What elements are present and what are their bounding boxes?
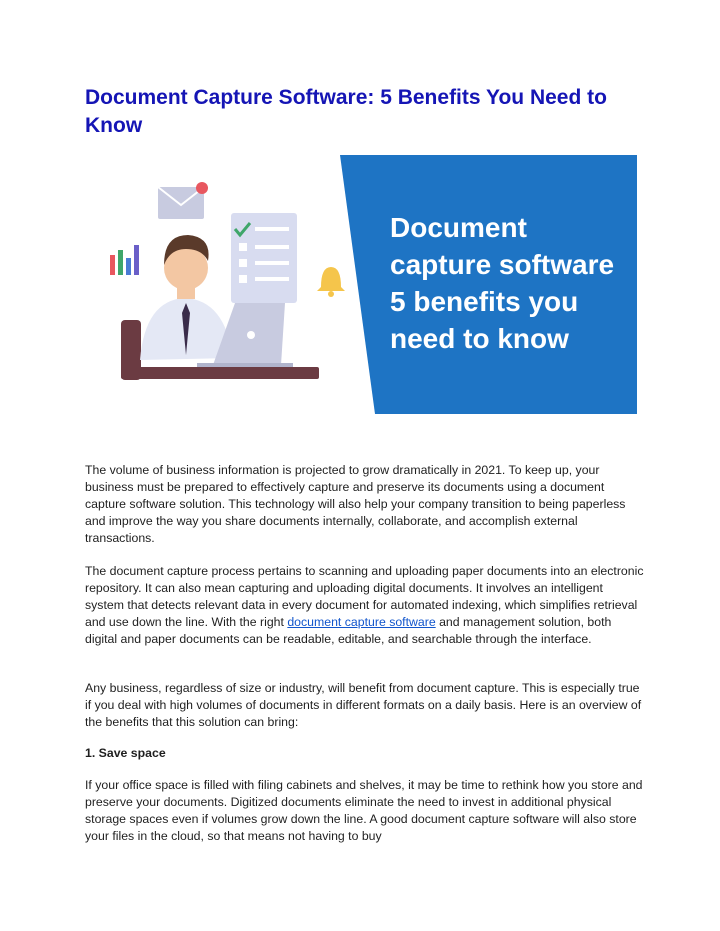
banner-line: Document xyxy=(390,212,527,243)
envelope-icon xyxy=(158,182,208,219)
bell-icon xyxy=(317,267,345,297)
document-title: Document Capture Software: 5 Benefits You Need to Know xyxy=(85,86,607,137)
bar-chart-icon xyxy=(110,245,139,275)
banner-text xyxy=(390,209,630,357)
checklist-icon xyxy=(231,213,297,303)
paragraph-text: The document capture process pertains to scanning and uploading paper documents into an electronic repository. It can also mean capturing and uploading digital documents. It involves an intelligent system that detects relevant data in every document for automated indexing, which simplifies retrieval and use down the line. With the right xyxy=(85,564,644,629)
paragraph-benefits-overview: Any business, regardless of size or industry, will benefit from document capture. This is especially true if you deal with high volumes of documents in different formats on a daily basis. Here is an overview of the benefits that this solution can bring: xyxy=(85,681,642,729)
section-heading-save-space: 1. Save space xyxy=(85,746,166,760)
banner-line: capture software xyxy=(390,249,615,280)
banner-line: 5 benefits you xyxy=(390,286,579,317)
desk-shape xyxy=(121,367,319,379)
paragraph-intro: The volume of business information is projected to grow dramatically in 2021. To keep up, your business must be prepared to effectively capture and preserve its documents using a document capture software solution. This technology will also help your company transition to being paperless and improve the way you share documents internally, collaborate, and accomplish external transactions. xyxy=(85,463,626,545)
hero-image xyxy=(85,155,637,414)
document-capture-software-link[interactable]: document capture software xyxy=(287,615,436,629)
banner-line: need to know xyxy=(390,323,569,354)
paragraph-text: and management solution, both digital and paper documents can be readable, editable, and searchable through the interface. xyxy=(85,615,612,646)
paragraph-save-space: If your office space is filled with filing cabinets and shelves, it may be time to rethink how you store and preserve your documents. Digitized documents eliminate the need to invest in additional physical storage spaces even if volumes grow down the line. A good document capture software will also store your files in the cloud, so that means not having to buy xyxy=(85,778,643,843)
paragraph-process xyxy=(85,563,645,648)
